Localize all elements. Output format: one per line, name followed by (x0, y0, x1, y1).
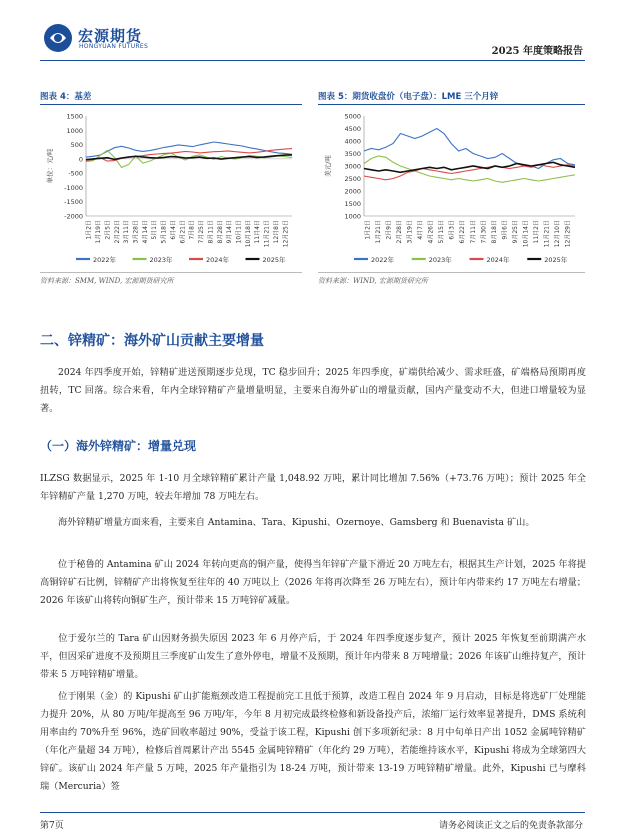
legend-label: 2025年 (544, 256, 568, 264)
y-tick-label: 1500 (344, 200, 361, 208)
x-tick-label: 6月3日 (448, 220, 456, 240)
x-tick-label: 3月19日 (406, 220, 414, 244)
x-tick-label: 12月25日 (282, 220, 290, 248)
paragraph-4-text: 位于爱尔兰的 Tara 矿山因财务损失原因 2023 年 6 月停产后，于 2024 年四季度逐步复产，预计 2025 年恢复至前期满产水平，但因采矿进度不及预期且三季度矿山发生了意外停电，增量不及预期，预计年内带来 8 万吨增量；2026 年该矿山维持复产，预计带来 5 万吨锌精矿增量。 (40, 633, 586, 680)
x-tick-label: 8月11日 (207, 220, 215, 244)
x-tick-label: 11月2日 (533, 220, 541, 244)
x-tick-label: 12月29日 (564, 220, 572, 248)
paragraph-2 (40, 514, 586, 532)
y-tick-label: -1500 (64, 198, 83, 207)
x-tick-label: 4月26日 (427, 220, 435, 244)
legend-label: 2023年 (428, 256, 452, 264)
y-tick-label: 4000 (344, 137, 361, 146)
figure-4-source-divider (40, 272, 302, 273)
series-line-2022年 (364, 129, 575, 169)
lme-zinc-chart-svg (318, 108, 585, 268)
x-tick-label: 9月6日 (501, 220, 509, 240)
x-tick-label: 1月19日 (95, 220, 103, 244)
y-axis-label: 单位：元/吨 (46, 148, 54, 184)
section-intro (40, 364, 586, 418)
x-tick-label: 6月21日 (179, 220, 187, 244)
x-tick-label: 8月18日 (490, 220, 498, 244)
footer-divider (40, 812, 585, 813)
logo-english-name: HONGYUAN FUTURES (79, 43, 149, 50)
x-tick-label: 1月21日 (374, 220, 382, 244)
x-tick-label: 2月5日 (104, 220, 112, 240)
y-tick-label: 4500 (344, 125, 361, 133)
paragraph-5-text: 位于刚果（金）的 Kipushi 矿山扩能瓶颈改造工程提前完工且低于预算，改造工程自 2024 年 9 月启动，目标是将选矿厂处理能力提升 20%，从 80 万吨/年提高至 96 万吨/年，今年 8 月初完成最终检修和新设备投产后，浓缩厂运行效率显著提升，DMS 系统利用率由约 70%升至 96%，选矿回收率超过 90%，受益于该工程，Kipushi 创下多项新纪录：8 月中旬单日产出 1052 金属吨锌精矿（年化产量超 34 万吨），检修后首周累计产出 5545 金属吨锌精矿（年化约 29 万吨），若能维持该水平，Kipushi 将成为全球第四大锌矿。该矿山 2024 年产量 5 万吨，2025 年产量指引为 18-24 万吨，预计带来 13-19 万吨锌精矿增量。此外，Kipushi 已与摩科瑞（Mercuria）签 (40, 691, 586, 792)
x-tick-label: 2月28日 (395, 220, 403, 244)
x-tick-label: 7月30日 (480, 220, 488, 244)
figure-5-source-divider (318, 272, 585, 273)
x-tick-label: 12月10日 (554, 219, 562, 248)
page-header (0, 0, 625, 62)
x-tick-label: 3月28日 (132, 220, 140, 244)
y-tick-label: 1500 (66, 112, 83, 121)
legend-label: 2025年 (262, 256, 286, 264)
x-tick-label: 2月22日 (113, 220, 121, 244)
section-heading: 二、锌精矿：海外矿山贡献主要增量 (40, 333, 264, 349)
legend-label: 2024年 (486, 256, 510, 264)
y-tick-label: 500 (70, 141, 83, 150)
x-tick-label: 11月4日 (254, 220, 262, 244)
basis-chart-svg (40, 108, 302, 268)
x-tick-label: 1月2日 (364, 220, 372, 240)
legend-label: 2022年 (93, 256, 117, 264)
figure-5-divider (318, 104, 585, 105)
legend-label: 2023年 (149, 256, 173, 264)
x-tick-label: 12月8日 (272, 219, 280, 244)
paragraph-3-text: 位于秘鲁的 Antamina 矿山 2024 年转向更高的铜产量，使得当年锌矿产量下滑近 20 万吨左右，根据其生产计划，2025 年将提高铜锌矿石比例，锌精矿产出将恢复至往年的 40 万吨以上（2026 年将再次降至 26 万吨左右），预计年内带来约 17 万吨左右增量；2026 年该矿山将转向铜矿生产，预计带来 15 万吨锌矿减量。 (40, 559, 586, 606)
x-tick-label: 4月14日 (141, 220, 149, 244)
y-tick-label: 5000 (344, 112, 361, 121)
figure-4-divider (40, 104, 302, 105)
y-tick-label: 3500 (344, 150, 361, 158)
y-tick-label: 1000 (344, 212, 361, 221)
y-tick-label: -500 (68, 169, 83, 178)
paragraph-1-text: ILZSG 数据显示，2025 年 1-10 月全球锌精矿累计产量 1,048.92 万吨，累计同比增加 7.56%（+73.76 万吨）；预计 2025 年全年锌精矿产量 1,270 万吨，较去年增加 78 万吨左右。 (40, 473, 586, 502)
footer-disclaimer: 请务必阅读正文之后的免责条款部分 (438, 821, 583, 831)
y-axis-label: 美元/吨 (324, 155, 332, 177)
figure-4-source: 资料来源：SMM, WIND, 宏源期货研究所 (40, 277, 174, 285)
paragraph-2-text: 海外锌精矿增量方面来看，主要来自 Antamina、Tara、Kipushi、Ozernoye、Gamsberg 和 Buenavista 矿山。 (58, 517, 535, 528)
x-tick-label: 7月8日 (188, 220, 196, 240)
legend-label: 2024年 (206, 256, 230, 264)
y-tick-label: 3000 (344, 162, 361, 171)
y-tick-label: 1000 (66, 126, 83, 135)
series-line-2023年 (364, 156, 575, 182)
x-tick-label: 10月14日 (522, 220, 530, 248)
paragraph-1 (40, 470, 586, 506)
x-tick-label: 6月22日 (459, 220, 467, 244)
paragraph-3 (40, 556, 586, 610)
x-tick-label: 9月25日 (511, 220, 519, 244)
paragraph-4 (40, 630, 586, 684)
report-title: 2025 年度策略报告 (491, 46, 583, 57)
figure-4-title: 图表 4：基差 (40, 92, 92, 102)
paragraph-5 (40, 688, 586, 796)
x-tick-label: 9月14日 (226, 220, 234, 244)
y-tick-label: 2500 (344, 175, 361, 183)
y-tick-label: -1000 (64, 183, 83, 192)
basis-chart (40, 108, 302, 272)
subsection-heading: （一）海外锌精矿：增量兑现 (40, 439, 197, 453)
company-logo (42, 22, 182, 54)
y-tick-label: 2000 (344, 187, 361, 196)
figure-5-title: 图表 5：期货收盘价（电子盘）：LME 三个月锌 (318, 92, 499, 102)
header-divider (40, 60, 585, 61)
x-tick-label: 6月4日 (169, 220, 177, 240)
logo-emblem-icon (42, 22, 74, 54)
x-tick-label: 10月1日 (235, 220, 243, 244)
legend-label: 2022年 (371, 256, 395, 264)
x-tick-label: 7月25日 (198, 220, 206, 244)
x-tick-label: 4月7日 (417, 220, 425, 240)
x-tick-label: 1月2日 (85, 220, 93, 240)
x-tick-label: 5月1日 (151, 220, 159, 240)
y-tick-label: 0 (78, 155, 83, 164)
x-tick-label: 11月21日 (263, 220, 271, 248)
x-tick-label: 2月9日 (385, 220, 393, 240)
lme-zinc-chart (318, 108, 585, 272)
x-tick-label: 5月15日 (438, 220, 446, 244)
x-tick-label: 5月18日 (160, 220, 168, 244)
x-tick-label: 3月11日 (123, 220, 131, 244)
x-tick-label: 8月28日 (216, 220, 224, 244)
y-tick-label: -2000 (64, 212, 83, 221)
x-tick-label: 11月21日 (543, 220, 551, 248)
figure-5-source: 资料来源：WIND, 宏源期货研究所 (318, 277, 428, 285)
logo-chinese-name: 宏源期货 (78, 27, 143, 45)
x-tick-label: 7月11日 (469, 220, 477, 244)
page-number: 第7页 (40, 821, 64, 831)
section-intro-text: 2024 年四季度开始，锌精矿进送预期逐步兑现，TC 稳步回升；2025 年四季度，矿端供给减少、需求旺盛，矿端格局预期再度扭转，TC 回落。综合来看，年内全球锌精矿产量增量明显，主要来自海外矿山的增量贡献，国内产量变动不大，但进口增量较为显著。 (40, 367, 586, 414)
series-line-2022年 (86, 142, 292, 157)
x-tick-label: 10月18日 (244, 220, 252, 248)
